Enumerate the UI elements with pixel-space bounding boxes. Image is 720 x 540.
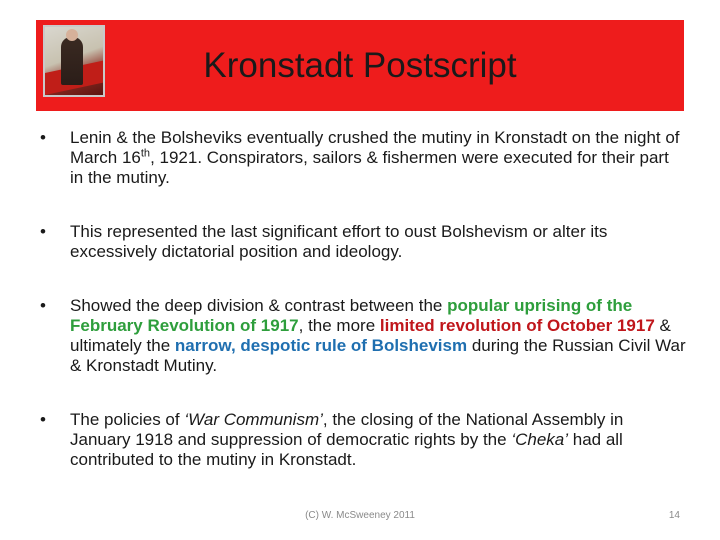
bullet-text: The policies of — [70, 410, 185, 429]
bullet-marker: • — [40, 222, 46, 241]
bullet-text: Lenin & the Bolsheviks eventually crushed the mutiny in Kronstadt on the night of March 16 — [70, 128, 680, 167]
page-number: 14 — [668, 510, 680, 521]
bullet-text: , 1921. Conspirators, sailors & fishermen were executed for their part in the mutiny. — [70, 148, 669, 187]
bullet-text: & ultimately the — [70, 316, 671, 355]
bullet-text: had all contributed to the mutiny in Kronstadt. — [70, 430, 623, 469]
bullet-text: during the Russian Civil War & Kronstadt Mutiny. — [70, 336, 686, 375]
italic-text: ‘War Communism’ — [184, 410, 323, 429]
italic-text: ‘Cheka’ — [511, 430, 569, 449]
bullet-marker: • — [40, 296, 46, 315]
blue-emphasis-text: narrow, despotic rule of Bolshevism — [174, 336, 468, 355]
bullet-item — [36, 296, 686, 376]
bullet-text: , the more — [298, 316, 380, 335]
bullet-list — [36, 128, 686, 470]
bullet-text: Showed the deep division & contrast between the — [70, 296, 448, 315]
bullet-marker: • — [40, 128, 46, 147]
green-emphasis-text: popular uprising of the February Revolution of 1917 — [70, 296, 633, 335]
red-emphasis-text: limited revolution of October 1917 — [379, 316, 655, 335]
footer-credit: (C) W. McSweeney 2011 — [305, 510, 415, 521]
superscript-text: th — [140, 147, 151, 160]
bullet-item — [36, 410, 686, 470]
bullet-item — [36, 128, 686, 188]
bullet-text: This represented the last significant effort to oust Bolshevism or alter its excessively dictatorial position and ideology. — [70, 222, 608, 261]
bullet-text: , the closing of the National Assembly in January 1918 and suppression of democratic rights by the — [70, 410, 624, 449]
slide-title: Kronstadt Postscript — [203, 45, 517, 85]
bullet-marker: • — [40, 410, 46, 429]
bullet-item — [36, 222, 686, 262]
